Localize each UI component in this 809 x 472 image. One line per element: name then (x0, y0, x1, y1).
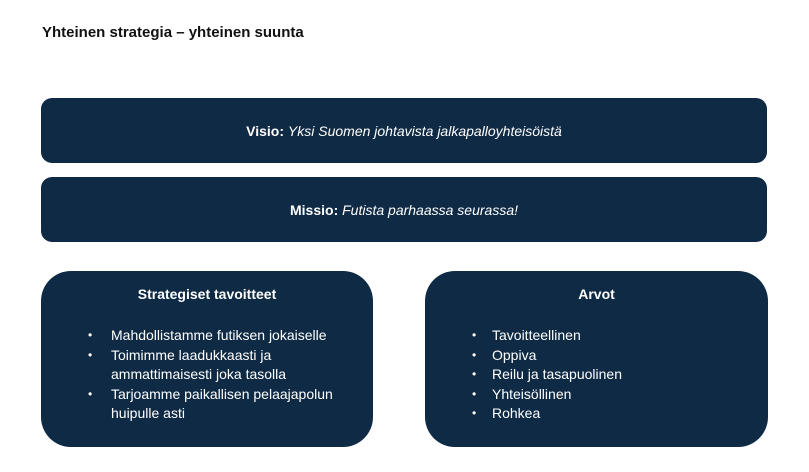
list-item-text: Rohkea (492, 405, 541, 421)
list-item-text: Tavoitteellinen (492, 327, 581, 343)
values-list (425, 326, 768, 424)
strategic-goals-list (41, 326, 373, 424)
values-card (425, 271, 768, 447)
list-item (472, 404, 768, 424)
bullet-icon: • (88, 386, 93, 401)
list-item-text: Toimimme laadukkaasti ja ammattimaisesti joka tasolla (111, 346, 287, 382)
list-item (472, 346, 768, 366)
list-item-text: Oppiva (492, 346, 537, 363)
list-item-text: Reilu ja tasapuolinen (492, 366, 622, 382)
list-item (472, 385, 768, 405)
vision-label: Visio: (246, 122, 285, 139)
bullet-icon: • (472, 406, 477, 420)
bullet-icon: • (472, 386, 477, 401)
bullet-icon: • (472, 347, 477, 362)
strategic-goals-heading: Strategiset tavoitteet (137, 286, 277, 302)
mission-label: Missio: (290, 201, 339, 218)
list-item (88, 326, 361, 346)
vision-banner (41, 98, 767, 163)
bullet-icon: • (472, 328, 477, 342)
list-item (88, 385, 361, 424)
vision-text: Yksi Suomen johtavista jalkapalloyhteisöistä (287, 122, 562, 139)
mission-text: Futista parhaassa seurassa! (342, 201, 518, 218)
list-item (472, 365, 768, 385)
bullet-icon: • (88, 328, 93, 342)
bullet-icon: • (472, 367, 477, 381)
list-item (472, 326, 768, 346)
values-heading: Arvot (578, 286, 615, 302)
mission-banner (41, 177, 767, 242)
list-item-text: Mahdollistamme futiksen jokaiselle (111, 327, 327, 343)
list-item (88, 346, 361, 385)
strategic-goals-card (41, 271, 373, 447)
page-title: Yhteinen strategia – yhteinen suunta (42, 24, 304, 41)
list-item-text: Yhteisöllinen (492, 385, 572, 402)
list-item-text: Tarjoamme paikallisen pelaajapolun huipulle asti (111, 385, 333, 421)
bullet-icon: • (88, 347, 93, 362)
